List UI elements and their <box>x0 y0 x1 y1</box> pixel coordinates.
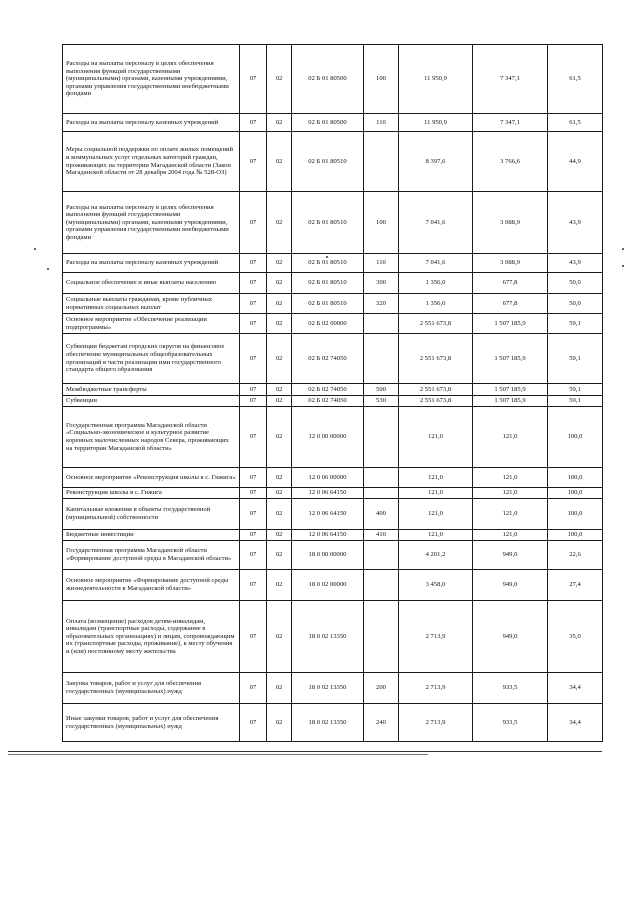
subsection-code-cell: 02 <box>267 45 292 114</box>
section-code-cell: 07 <box>240 132 267 192</box>
scan-speck <box>34 248 36 250</box>
plan-amount-cell: 7 041,6 <box>399 254 473 273</box>
target-article-cell: 12 0 00 00000 <box>292 407 364 468</box>
row-name-cell: Социальные выплаты гражданам, кроме публичных нормативных социальных выплат <box>63 294 240 314</box>
section-code-cell: 07 <box>240 192 267 254</box>
actual-amount-cell: 121,0 <box>473 488 548 499</box>
subsection-code-cell: 02 <box>267 132 292 192</box>
expense-type-cell: 300 <box>364 273 399 294</box>
table-row <box>63 384 603 396</box>
target-article-cell: 02 Б 01 80500 <box>292 45 364 114</box>
table-row <box>63 468 603 488</box>
section-code-cell: 07 <box>240 530 267 541</box>
section-code-cell: 07 <box>240 407 267 468</box>
plan-amount-cell: 2 551 673,8 <box>399 334 473 384</box>
subsection-code-cell: 02 <box>267 541 292 570</box>
subsection-code-cell: 02 <box>267 294 292 314</box>
plan-amount-cell: 1 356,0 <box>399 273 473 294</box>
row-name-cell: Меры социальной поддержки по оплате жилых помещений и коммунальных услуг отдельных категорий граждан, проживающих на территории Магаданской области (Закон Магаданской области от 28 декабря 2004 года № 528-ОЗ) <box>63 132 240 192</box>
section-code-cell: 07 <box>240 254 267 273</box>
actual-amount-cell: 1 507 185,9 <box>473 314 548 334</box>
percent-cell: 61,5 <box>548 45 603 114</box>
section-code-cell: 07 <box>240 499 267 530</box>
table-row <box>63 704 603 742</box>
section-code-cell: 07 <box>240 294 267 314</box>
section-code-cell: 07 <box>240 334 267 384</box>
plan-amount-cell: 2 551 673,8 <box>399 314 473 334</box>
expense-type-cell <box>364 334 399 384</box>
table-row <box>63 273 603 294</box>
expense-type-cell: 100 <box>364 192 399 254</box>
target-article-cell: 18 0 02 13350 <box>292 673 364 704</box>
section-code-cell: 07 <box>240 673 267 704</box>
section-code-cell: 07 <box>240 601 267 673</box>
expense-type-cell: 400 <box>364 499 399 530</box>
expense-type-cell: 100 <box>364 45 399 114</box>
plan-amount-cell: 121,0 <box>399 488 473 499</box>
target-article-cell: 18 0 02 13350 <box>292 704 364 742</box>
page-bottom-rule-secondary <box>8 754 428 755</box>
section-code-cell: 07 <box>240 114 267 132</box>
percent-cell: 50,0 <box>548 273 603 294</box>
target-article-cell: 02 Б 02 74050 <box>292 396 364 407</box>
row-name-cell: Расходы на выплаты персоналу казенных учреждений <box>63 254 240 273</box>
row-name-cell: Субвенции бюджетам городских округов на финансовое обеспечение муниципальных общеобразовательных организаций в части реализации ими государственного стандарта общего образования <box>63 334 240 384</box>
row-name-cell: Капитальные вложения в объекты государственной (муниципальной) собственности <box>63 499 240 530</box>
section-code-cell: 07 <box>240 704 267 742</box>
plan-amount-cell: 2 551 673,8 <box>399 384 473 396</box>
actual-amount-cell: 677,8 <box>473 294 548 314</box>
table-row <box>63 499 603 530</box>
target-article-cell: 02 Б 01 80510 <box>292 273 364 294</box>
expense-type-cell: 200 <box>364 673 399 704</box>
section-code-cell: 07 <box>240 396 267 407</box>
plan-amount-cell: 1 356,0 <box>399 294 473 314</box>
target-article-cell: 12 0 06 64150 <box>292 499 364 530</box>
target-article-cell: 02 Б 01 80510 <box>292 294 364 314</box>
target-article-cell: 02 Б 01 80500 <box>292 114 364 132</box>
subsection-code-cell: 02 <box>267 273 292 294</box>
row-name-cell: Бюджетные инвестиции <box>63 530 240 541</box>
expense-type-cell: 110 <box>364 254 399 273</box>
row-name-cell: Расходы на выплаты персоналу в целях обеспечения выполнения функций государственными (муниципальными) органами, казенными учреждениями, органами управления государственными внебюджетными фондами <box>63 192 240 254</box>
table-row <box>63 601 603 673</box>
subsection-code-cell: 02 <box>267 314 292 334</box>
percent-cell: 59,1 <box>548 334 603 384</box>
percent-cell: 59,1 <box>548 396 603 407</box>
expense-type-cell <box>364 488 399 499</box>
budget-table <box>62 44 603 742</box>
row-name-cell: Государственная программа Магаданской области «Социально-экономическое и культурное развитие коренных малочисленных народов Севера, проживающих на территории Магаданской области» <box>63 407 240 468</box>
actual-amount-cell: 1 507 185,9 <box>473 384 548 396</box>
expense-type-cell: 500 <box>364 384 399 396</box>
row-name-cell: Основное мероприятие «Обеспечение реализации подпрограммы» <box>63 314 240 334</box>
row-name-cell: Социальное обеспечение и иные выплаты населению <box>63 273 240 294</box>
subsection-code-cell: 02 <box>267 488 292 499</box>
plan-amount-cell: 11 950,9 <box>399 45 473 114</box>
actual-amount-cell: 121,0 <box>473 407 548 468</box>
plan-amount-cell: 2 713,9 <box>399 704 473 742</box>
scan-speck <box>622 265 624 267</box>
expense-type-cell <box>364 407 399 468</box>
row-name-cell: Оплата (возмещение) расходов детям-инвалидам, инвалидам (транспортные расходы, содержание в образовательных организациях) и лицам, сопровождающим их (транспортные расходы, проживание), к месту обучения и (или) постоянному месту жительства <box>63 601 240 673</box>
subsection-code-cell: 02 <box>267 570 292 601</box>
target-article-cell: 02 Б 01 80510 <box>292 254 364 273</box>
subsection-code-cell: 02 <box>267 384 292 396</box>
expense-type-cell <box>364 570 399 601</box>
actual-amount-cell: 121,0 <box>473 499 548 530</box>
section-code-cell: 07 <box>240 45 267 114</box>
plan-amount-cell: 2 713,9 <box>399 673 473 704</box>
subsection-code-cell: 02 <box>267 704 292 742</box>
row-name-cell: Расходы на выплаты персоналу в целях обеспечения выполнения функций государственными (муниципальными) органами, казенными учреждениями, органами управления государственными внебюджетными фондами <box>63 45 240 114</box>
table-row <box>63 334 603 384</box>
actual-amount-cell: 7 347,1 <box>473 45 548 114</box>
actual-amount-cell: 3 766,6 <box>473 132 548 192</box>
percent-cell: 35,0 <box>548 601 603 673</box>
percent-cell: 34,4 <box>548 673 603 704</box>
target-article-cell: 02 Б 01 80510 <box>292 132 364 192</box>
percent-cell: 100,0 <box>548 530 603 541</box>
row-name-cell: Основное мероприятие «Формирование доступной среды жизнедеятельности в Магаданской области» <box>63 570 240 601</box>
percent-cell: 100,0 <box>548 468 603 488</box>
table-row <box>63 673 603 704</box>
target-article-cell: 12 0 06 00000 <box>292 468 364 488</box>
section-code-cell: 07 <box>240 273 267 294</box>
actual-amount-cell: 677,8 <box>473 273 548 294</box>
expense-type-cell: 410 <box>364 530 399 541</box>
subsection-code-cell: 02 <box>267 396 292 407</box>
plan-amount-cell: 7 041,6 <box>399 192 473 254</box>
percent-cell: 43,9 <box>548 192 603 254</box>
plan-amount-cell: 2 713,9 <box>399 601 473 673</box>
section-code-cell: 07 <box>240 488 267 499</box>
expense-type-cell: 530 <box>364 396 399 407</box>
actual-amount-cell: 949,0 <box>473 601 548 673</box>
target-article-cell: 12 0 06 64150 <box>292 530 364 541</box>
percent-cell: 100,0 <box>548 499 603 530</box>
percent-cell: 22,6 <box>548 541 603 570</box>
target-article-cell: 02 Б 02 74050 <box>292 384 364 396</box>
scan-speck <box>326 256 328 258</box>
row-name-cell: Закупка товаров, работ и услуг для обеспечения государственных (муниципальных) нужд <box>63 673 240 704</box>
percent-cell: 100,0 <box>548 407 603 468</box>
expense-type-cell: 240 <box>364 704 399 742</box>
plan-amount-cell: 121,0 <box>399 499 473 530</box>
expense-type-cell <box>364 541 399 570</box>
percent-cell: 100,0 <box>548 488 603 499</box>
actual-amount-cell: 933,5 <box>473 673 548 704</box>
plan-amount-cell: 121,0 <box>399 407 473 468</box>
percent-cell: 59,1 <box>548 384 603 396</box>
plan-amount-cell: 11 950,9 <box>399 114 473 132</box>
plan-amount-cell: 4 201,2 <box>399 541 473 570</box>
percent-cell: 50,0 <box>548 294 603 314</box>
table-row <box>63 254 603 273</box>
table-row <box>63 570 603 601</box>
subsection-code-cell: 02 <box>267 407 292 468</box>
table-row <box>63 407 603 468</box>
percent-cell: 34,4 <box>548 704 603 742</box>
table-row <box>63 294 603 314</box>
table-row <box>63 314 603 334</box>
section-code-cell: 07 <box>240 541 267 570</box>
expense-type-cell <box>364 314 399 334</box>
scan-speck <box>622 248 624 250</box>
actual-amount-cell: 1 507 185,9 <box>473 334 548 384</box>
row-name-cell: Иные закупки товаров, работ и услуг для обеспечения государственных (муниципальных) нужд <box>63 704 240 742</box>
row-name-cell: Реконструкция школы в с. Гижига <box>63 488 240 499</box>
percent-cell: 61,5 <box>548 114 603 132</box>
target-article-cell: 02 Б 01 80510 <box>292 192 364 254</box>
section-code-cell: 07 <box>240 314 267 334</box>
section-code-cell: 07 <box>240 384 267 396</box>
table-row <box>63 45 603 114</box>
expense-type-cell <box>364 601 399 673</box>
subsection-code-cell: 02 <box>267 673 292 704</box>
table-row <box>63 192 603 254</box>
actual-amount-cell: 949,0 <box>473 541 548 570</box>
table-row <box>63 530 603 541</box>
table-row <box>63 396 603 407</box>
percent-cell: 43,9 <box>548 254 603 273</box>
plan-amount-cell: 8 397,6 <box>399 132 473 192</box>
plan-amount-cell: 121,0 <box>399 530 473 541</box>
actual-amount-cell: 3 088,9 <box>473 254 548 273</box>
subsection-code-cell: 02 <box>267 254 292 273</box>
subsection-code-cell: 02 <box>267 192 292 254</box>
subsection-code-cell: 02 <box>267 530 292 541</box>
scan-speck <box>47 268 49 270</box>
subsection-code-cell: 02 <box>267 334 292 384</box>
subsection-code-cell: 02 <box>267 499 292 530</box>
actual-amount-cell: 121,0 <box>473 468 548 488</box>
plan-amount-cell: 2 551 673,8 <box>399 396 473 407</box>
actual-amount-cell: 121,0 <box>473 530 548 541</box>
plan-amount-cell: 121,0 <box>399 468 473 488</box>
row-name-cell: Основное мероприятие «Реконструкция школы в с. Гижига» <box>63 468 240 488</box>
row-name-cell: Государственная программа Магаданской области «Формирование доступной среды в Магаданской области» <box>63 541 240 570</box>
target-article-cell: 02 Б 02 74050 <box>292 334 364 384</box>
actual-amount-cell: 3 088,9 <box>473 192 548 254</box>
row-name-cell: Расходы на выплаты персоналу казенных учреждений <box>63 114 240 132</box>
section-code-cell: 07 <box>240 468 267 488</box>
subsection-code-cell: 02 <box>267 468 292 488</box>
row-name-cell: Субвенции <box>63 396 240 407</box>
actual-amount-cell: 933,5 <box>473 704 548 742</box>
percent-cell: 59,1 <box>548 314 603 334</box>
actual-amount-cell: 7 347,1 <box>473 114 548 132</box>
table-row <box>63 114 603 132</box>
table-row <box>63 488 603 499</box>
table-row <box>63 132 603 192</box>
expense-type-cell: 110 <box>364 114 399 132</box>
percent-cell: 44,9 <box>548 132 603 192</box>
expense-type-cell <box>364 132 399 192</box>
target-article-cell: 18 0 00 00000 <box>292 541 364 570</box>
target-article-cell: 02 Б 02 00000 <box>292 314 364 334</box>
expense-type-cell <box>364 468 399 488</box>
plan-amount-cell: 3 458,0 <box>399 570 473 601</box>
subsection-code-cell: 02 <box>267 114 292 132</box>
target-article-cell: 18 0 02 13350 <box>292 601 364 673</box>
target-article-cell: 18 0 02 00000 <box>292 570 364 601</box>
percent-cell: 27,4 <box>548 570 603 601</box>
target-article-cell: 12 0 06 64150 <box>292 488 364 499</box>
actual-amount-cell: 949,0 <box>473 570 548 601</box>
page-bottom-rule <box>8 751 602 752</box>
table-row <box>63 541 603 570</box>
actual-amount-cell: 1 507 185,9 <box>473 396 548 407</box>
expense-type-cell: 320 <box>364 294 399 314</box>
subsection-code-cell: 02 <box>267 601 292 673</box>
section-code-cell: 07 <box>240 570 267 601</box>
table-body <box>63 45 603 742</box>
row-name-cell: Межбюджетные трансферты <box>63 384 240 396</box>
